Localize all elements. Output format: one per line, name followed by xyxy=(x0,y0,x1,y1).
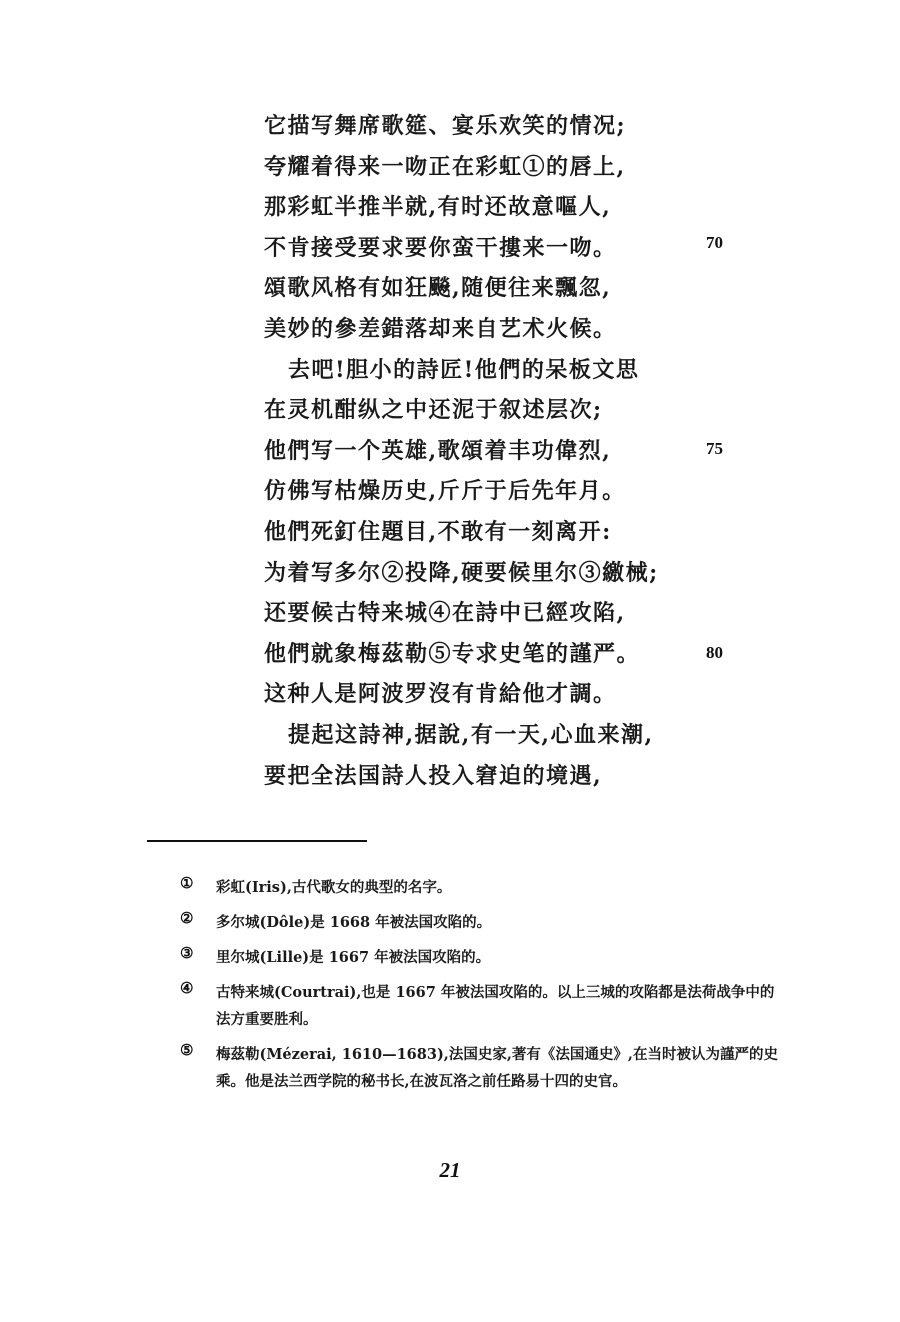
footnote-text: 梅茲勒(Mézerai, 1610—1683),法国史家,著有《法国通史》,在当时被认为謹严的史乘。他是法兰西学院的秘书长,在波瓦洛之前任路易十四的史官。 xyxy=(216,1046,778,1090)
verse-line: 在灵机酣纵之中还泥于叙述层次; xyxy=(264,397,603,424)
verse-line: 仿佛写枯燥历史,斤斤于后先年月。 xyxy=(264,478,626,505)
page-number: 21 xyxy=(439,1158,461,1182)
footnote-marker: ① xyxy=(180,874,194,892)
footnote-marker: ③ xyxy=(180,944,194,962)
verse-line: 提起这詩神,据說,有一天,心血来潮, xyxy=(288,721,654,748)
verse-line: 还要候古特来城④在詩中已經攻陷, xyxy=(264,600,626,627)
line-number: 75 xyxy=(706,439,723,458)
footnote xyxy=(180,874,780,901)
footnote-divider xyxy=(147,840,367,842)
verse-line: 为着写多尔②投降,硬要候里尔③繳械; xyxy=(264,559,659,586)
footnote xyxy=(180,909,780,936)
footnote xyxy=(180,944,780,971)
footnote-marker: ② xyxy=(180,909,194,927)
verse-line: 頌歌风格有如狂飈,随便往来飄忽, xyxy=(264,275,612,302)
verse-line: 他們写一个英雄,歌頌着丰功偉烈, xyxy=(264,437,612,464)
verse-line: 那彩虹半推半就,有时还故意嘔人, xyxy=(264,194,612,221)
footnote-text: 多尔城(Dôle)是 1668 年被法国攻陷的。 xyxy=(216,914,492,931)
verse-line: 这种人是阿波罗沒有肯給他才調。 xyxy=(264,681,617,708)
verse-block xyxy=(264,106,664,796)
footnote-text: 彩虹(Iris),古代歌女的典型的名字。 xyxy=(216,879,452,896)
footnote xyxy=(180,1041,780,1095)
verse-line: 夸耀着得来一吻正在彩虹①的唇上, xyxy=(264,153,626,180)
verse-line: 他們死釘住題目,不敢有一刻离开: xyxy=(264,518,612,545)
verse-line: 要把全法国詩人投入窘迫的境遇, xyxy=(264,762,603,789)
footnote-marker: ⑤ xyxy=(180,1041,194,1059)
line-number: 70 xyxy=(706,233,723,252)
verse-line: 美妙的參差錯落却来自艺术火候。 xyxy=(264,315,617,342)
verse-line: 他們就象梅茲勒⑤专求史笔的謹严。 xyxy=(264,640,641,667)
verse-line: 它描写舞席歌筵、宴乐欢笑的情况; xyxy=(264,113,627,139)
verse-line: 去吧!胆小的詩匠!他們的呆板文思 xyxy=(288,356,640,383)
footnote-marker: ④ xyxy=(180,979,194,997)
footnote-text: 古特来城(Courtrai),也是 1667 年被法国攻陷的。以上三城的攻陷都是法荷战争中的法方重要胜利。 xyxy=(216,984,775,1028)
line-number: 80 xyxy=(706,643,723,662)
verse-line: 不肯接受要求要你蛮干摟来一吻。 xyxy=(264,234,617,261)
footnote xyxy=(180,979,780,1033)
footnote-text: 里尔城(Lille)是 1667 年被法国攻陷的。 xyxy=(216,949,491,966)
footnotes xyxy=(180,874,780,1103)
